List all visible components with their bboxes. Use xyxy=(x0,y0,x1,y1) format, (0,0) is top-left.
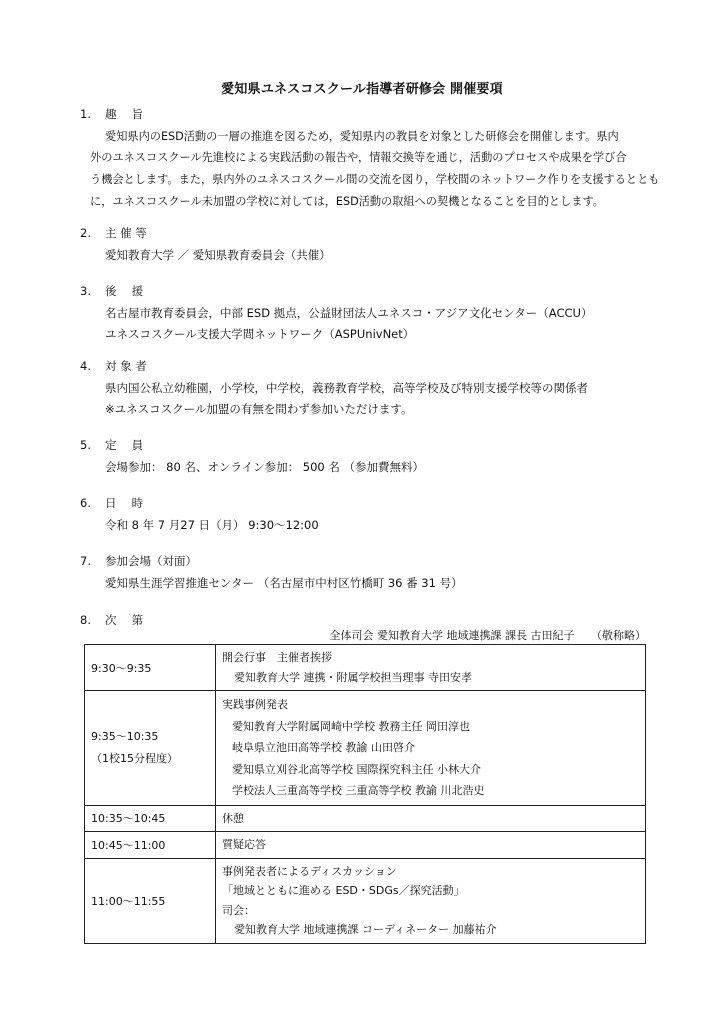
section-title: 日 時 xyxy=(105,496,144,510)
table-row xyxy=(85,645,646,691)
section-title: 後 援 xyxy=(105,284,144,298)
body-line: 会場参加： 80 名、オンライン参加： 500 名 （参加費無料） xyxy=(105,459,425,474)
cell-line: 愛知教育大学 連携・附属学校担当理事 寺田安孝 xyxy=(234,670,472,684)
section-title: 次 第 xyxy=(105,613,144,627)
section-number: 6. xyxy=(80,496,91,510)
content-cell xyxy=(216,858,646,943)
section-number: 7. xyxy=(80,554,91,568)
time-cell xyxy=(85,691,216,806)
section-body xyxy=(80,457,680,479)
section-number: 1. xyxy=(80,107,91,121)
section-body xyxy=(80,573,680,595)
section-title: 主 催 等 xyxy=(105,226,147,240)
cell-line: 実践事例発表 xyxy=(222,698,288,711)
section-title: 趣 旨 xyxy=(105,107,144,121)
section-body xyxy=(80,515,680,537)
section-venue xyxy=(80,551,680,594)
time-cell: 10:35～10:45 xyxy=(85,805,216,832)
section-number: 4. xyxy=(80,359,91,373)
table-row xyxy=(85,832,646,859)
section-heading xyxy=(80,435,680,457)
body-line: ユネスコスクール支援大学間ネットワーク（ASPUnivNet） xyxy=(105,327,415,341)
section-heading xyxy=(80,356,680,378)
body-line: 愛知県生涯学習推進センター （名古屋市中村区竹橋町 36 番 31 号） xyxy=(105,575,463,590)
cell-line: 愛知県立刈谷北高等学校 国際探究科主任 小林大介 xyxy=(232,762,481,776)
section-heading xyxy=(80,493,680,515)
section-title: 対 象 者 xyxy=(105,359,147,373)
time-cell: 11:00～11:55 xyxy=(85,858,216,943)
section-support xyxy=(80,281,680,346)
section-heading xyxy=(80,104,680,126)
body-line: 県内国公私立幼稚園，小学校，中学校，義務教育学校，高等学校及び特別支援学校等の関係者 xyxy=(105,380,588,395)
cell-line: 事例発表者によるディスカッション xyxy=(222,864,397,878)
body-line: ※ユネスコスクール加盟の有無を問わず参加いただけます。 xyxy=(105,402,413,416)
cell-line: 「地域とともに進める ESD・SDGs／探究活動」 xyxy=(222,884,465,897)
paragraph-line: う機会とします。また，県内外のユネスコスクール間の交流を図り，学校間のネットワーク作りを支援するととも xyxy=(90,172,660,186)
body-line: 令和 8 年 7 月27 日（月） 9:30～12:00 xyxy=(105,517,319,532)
time-cell: 9:30～9:35 xyxy=(85,645,216,691)
cell-line: 岐阜県立池田高等学校 教諭 山田啓介 xyxy=(232,741,415,754)
cell-line: 休憩 xyxy=(222,811,244,825)
section-body xyxy=(80,303,680,346)
paragraph-line: 愛知県内のESD活動の一層の推進を図るため，愛知県内の教員を対象とした研修会を開催します。県内 xyxy=(105,129,619,143)
section-number: 8. xyxy=(80,613,91,627)
chair-line: 全体司会 愛知教育大学 地域連携課 課長 古田紀子 （敬称略） xyxy=(329,629,646,642)
cell-line: 学校法人三重高等学校 三重高等学校 教諭 川北浩史 xyxy=(232,784,485,797)
time-cell: 10:45～11:00 xyxy=(85,832,216,859)
section-purpose xyxy=(80,104,680,212)
table-row xyxy=(85,805,646,832)
section-target xyxy=(80,356,680,421)
time-note: （1校15分程度） xyxy=(91,751,178,765)
paragraph-line: に，ユネスコスクール未加盟の学校に対しては，ESD活動の取組への契機となることを目的とします。 xyxy=(90,194,604,208)
section-capacity xyxy=(80,435,680,478)
section-number: 3. xyxy=(80,284,91,298)
body-line: 名古屋市教育委員会，中部 ESD 拠点，公益財団法人ユネスコ・アジア文化センター（ACCU） xyxy=(105,305,593,320)
section-body xyxy=(80,245,680,267)
section-number: 5. xyxy=(80,438,91,452)
cell-line: 質疑応答 xyxy=(222,838,266,851)
cell-line: 愛知教育大学 地域連携課 コーディネーター 加藤祐介 xyxy=(234,923,497,936)
section-body xyxy=(80,378,680,421)
table-row xyxy=(85,858,646,943)
body-line: 愛知教育大学 ／ 愛知県教育委員会（共催） xyxy=(105,247,331,262)
cell-line: 愛知教育大学附属岡崎中学校 教務主任 岡田淳也 xyxy=(232,719,470,733)
paragraph-line: 外のユネスコスクール先進校による実践活動の報告や，情報交換等を通じ，活動のプロセスや成果を学び合 xyxy=(90,151,627,165)
section-heading xyxy=(80,223,680,245)
cell-line: 司会： xyxy=(222,903,255,917)
content-cell xyxy=(216,805,646,832)
content-cell xyxy=(216,832,646,859)
section-heading xyxy=(80,551,680,573)
content-cell xyxy=(216,691,646,806)
table-row xyxy=(85,691,646,806)
section-number: 2. xyxy=(80,226,91,240)
time-range: 9:35～10:35 xyxy=(91,729,159,743)
content-cell xyxy=(216,645,646,691)
cell-line: 開会行事 主催者挨拶 xyxy=(222,651,332,664)
section-datetime xyxy=(80,493,680,536)
section-body xyxy=(80,126,680,213)
section-title: 定 員 xyxy=(105,438,144,452)
section-heading xyxy=(80,281,680,303)
page-title: 愛知県ユネスコスクール指導者研修会 開催要項 xyxy=(221,82,503,97)
section-title: 参加会場（対面） xyxy=(105,554,197,568)
schedule-table xyxy=(84,644,646,944)
section-organizer xyxy=(80,223,680,266)
